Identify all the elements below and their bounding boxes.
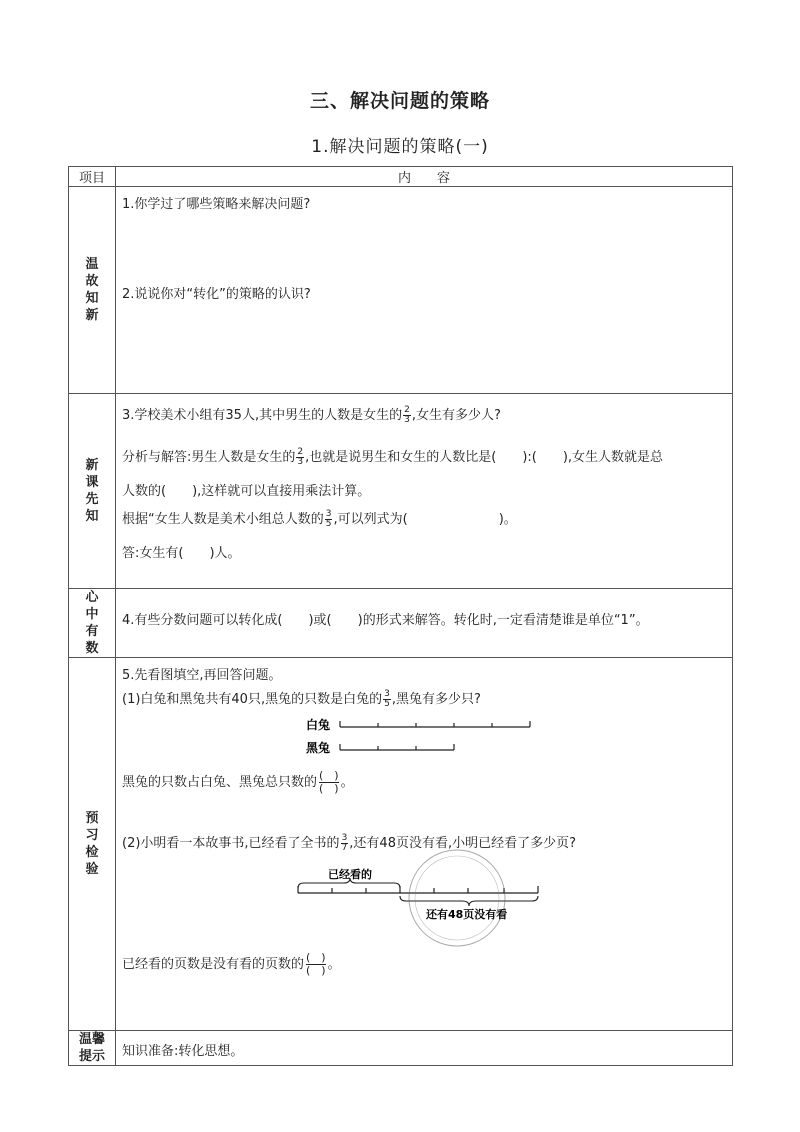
problem-1-fill: 黑兔的只数占白兔、黑兔总只数的 ( ) ( ) 。	[122, 769, 354, 795]
new-content	[116, 394, 733, 589]
basis-line: 根据“女生人数是美术小组总人数的 $\frac{3}{5}$ ,可以列式为( )。	[122, 509, 517, 529]
watermark-seal	[402, 836, 512, 956]
analysis-line-1: 分析与解答:男生人数是女生的 $\frac{2}{3}$ ,也就是说男生和女生的人数比是( ):( ),女生人数就是总	[122, 447, 664, 467]
label-new: 新课先知	[69, 394, 116, 589]
label-review: 温故知新	[69, 187, 116, 394]
problem-2-fill: 已经看的页数是没有看的页数的 ( ) ( ) 。	[122, 951, 341, 977]
fraction: $\frac{3}{5}$	[384, 689, 390, 709]
blank-fraction: ( ) ( )	[319, 769, 339, 795]
worksheet-table	[68, 166, 733, 1066]
label-preview: 预习检验	[69, 658, 116, 1031]
lesson-title: 1.解决问题的策略(一)	[311, 137, 489, 157]
review-content	[116, 187, 733, 394]
question-3: 3.学校美术小组有35人,其中男生的人数是女生的 $\frac{2}{3}$ ,女生有多少人?	[122, 405, 501, 425]
tips-content	[116, 1031, 733, 1066]
read-label: 已经看的	[328, 868, 372, 881]
fraction: $\frac{2}{3}$	[297, 447, 304, 467]
header-item: 项目	[69, 167, 116, 187]
question-2: 2.说说你对“转化”的策略的认识?	[122, 287, 311, 302]
label-tips: 温馨提示	[69, 1031, 116, 1066]
black-rabbit-bar	[340, 744, 454, 750]
white-rabbit-bar	[340, 721, 530, 727]
header-content: 内 容	[116, 167, 733, 187]
unread-label: 还有48页没有看	[426, 908, 508, 921]
analysis-line-2: 人数的( ),这样就可以直接用乘法计算。	[122, 484, 371, 499]
answer-line: 答:女生有( )人。	[122, 546, 241, 561]
white-rabbit-label: 白兔	[306, 718, 331, 732]
chapter-title: 三、解决问题的策略	[309, 90, 490, 112]
blank-fraction: ( ) ( )	[306, 951, 326, 977]
fraction: $\frac{3}{7}$	[341, 833, 348, 853]
problem-2: (2)小明看一本故事书,已经看了全书的 $\frac{3}{7}$ ,还有48页没有看,小明已经看了多少页?	[122, 833, 577, 853]
fraction: $\frac{2}{3}$	[404, 405, 410, 425]
label-mind: 心中有数	[69, 589, 116, 658]
problem-1: (1)白兔和黑兔共有40只,黑兔的只数是白兔的 $\frac{3}{5}$ ,黑兔有多少只?	[122, 689, 481, 709]
fraction: $\frac{3}{5}$	[325, 509, 332, 529]
question-5: 5.先看图填空,再回答问题。	[122, 668, 282, 683]
question-1: 1.你学过了哪些策略来解决问题?	[122, 197, 311, 212]
preview-content	[116, 658, 733, 1031]
mind-content	[116, 589, 733, 658]
tips-text: 知识准备:转化思想。	[122, 1044, 244, 1059]
question-4: 4.有些分数问题可以转化成( )或( )的形式来解答。转化时,一定看清楚谁是单位“1”。	[122, 613, 649, 628]
rabbit-diagram	[306, 716, 546, 756]
black-rabbit-label: 黑兔	[306, 741, 331, 755]
